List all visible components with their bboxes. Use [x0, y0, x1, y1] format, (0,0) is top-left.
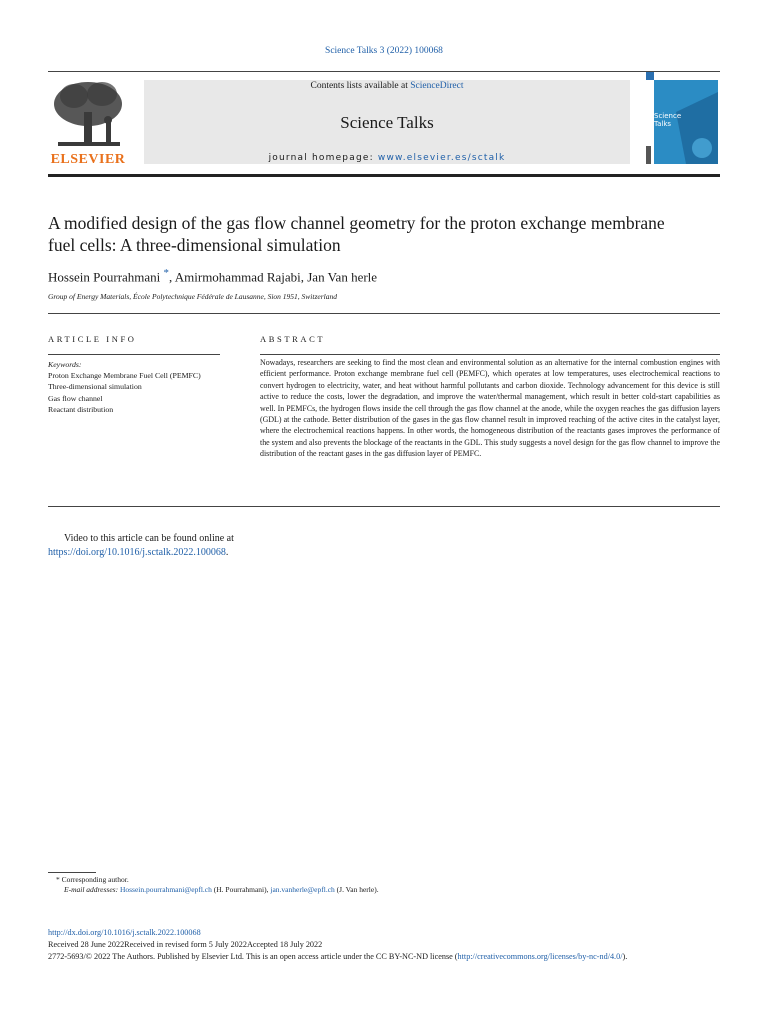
email-label: E-mail addresses:: [64, 885, 119, 894]
footnote-rule: [48, 872, 96, 873]
license-end: ).: [622, 952, 628, 961]
journal-reference[interactable]: Science Talks 3 (2022) 100068: [325, 46, 443, 56]
video-end: .: [225, 546, 229, 558]
keyword: Gas flow channel: [48, 393, 103, 403]
video-doi-link[interactable]: https://doi.org/10.1016/j.sctalk.2022.100068: [48, 546, 226, 558]
keywords-label: Keywords:: [48, 360, 82, 369]
homepage-prefix: journal homepage:: [268, 153, 378, 163]
keywords-block: [48, 359, 228, 415]
abstract-end-rule: [48, 506, 720, 507]
video-text: Video to this article can be found online at: [64, 533, 234, 544]
abstract-text: Nowadays, researchers are seeking to find the most clean and environmental solution as an alternative for the internal combustion engines with efficient performance. Proton exchange membrane fuel cell (PEMFC), which operates at low temperatures, uses electrochemical reactions to convert hydrogen to electricity, water, and heat without harmful pollutants and carbon dioxide. Technology advancement for this device is still active to reduce the costs, lower the degradation, and improve the water/thermal management, which result in better cold-start capabilities as well. In PEMFCs, the hydrogen flows inside the cell through the gas flow channel at the anode, while the oxygen reaches the gas diffusion layers (GDL) at the cathode. Better distribution of the gases in the gas flow channel result in improved reaching of the active cites in the catalyst layer, where the electrochemical reactions happens. In other words, the homogeneous distribution of the reactants gases improves the performance of the system and also prevents the blockage of the reactants in the GDL. This study suggests a novel design for the gas flow channel to improve the distribution of the reactant gases in the gas diffusion layer of PEMFC.: [260, 358, 720, 459]
journal-cover-image: [646, 72, 720, 164]
sciencedirect-link[interactable]: ScienceDirect: [410, 81, 464, 91]
abstract-heading: ABSTRACT: [260, 334, 326, 344]
cover-title: Science Talks: [654, 112, 682, 128]
homepage-link[interactable]: www.elsevier.es/sctalk: [377, 153, 506, 163]
email-link[interactable]: Hossein.pourrahmani@epfl.ch: [119, 885, 212, 894]
top-rule: [48, 71, 720, 72]
keyword: Reactant distribution: [48, 404, 114, 414]
email-link[interactable]: jan.vanherle@epfl.ch: [270, 885, 335, 894]
journal-name: Science Talks: [340, 113, 434, 132]
corresponding-author-mark[interactable]: *: [163, 267, 169, 279]
corresponding-footnote: [48, 875, 129, 886]
license-link[interactable]: http://creativecommons.org/licenses/by-nc-nd/4.0/: [457, 952, 623, 961]
article-info-heading: ARTICLE INFO: [48, 334, 137, 344]
received-dates: Received 28 June 2022Received in revised form 5 July 2022Accepted 18 July 2022: [48, 940, 323, 949]
author-name: Hossein Pourrahmani: [48, 269, 161, 285]
contents-line: [144, 81, 630, 91]
email-owner: (J. Van herle).: [334, 885, 379, 894]
keyword: Three-dimensional simulation: [48, 382, 142, 392]
license-text: 2772-5693/© 2022 The Authors. Published by Elsevier Ltd. This is an open access article under the CC BY-NC-ND license (: [48, 952, 458, 961]
section-rule: [48, 313, 720, 314]
header-thick-rule: [48, 174, 720, 177]
homepage-line: [144, 153, 630, 163]
author-names-rest: , Amirmohammad Rajabi, Jan Van herle: [168, 269, 378, 285]
email-footnote: [48, 885, 379, 896]
corresponding-text: Corresponding author.: [61, 875, 129, 884]
affiliation: Group of Energy Materials, École Polytechnique Fédérale de Lausanne, Sion 1951, Switzerland: [48, 292, 337, 301]
contents-prefix: Contents lists available at: [310, 81, 411, 91]
doi-link[interactable]: http://dx.doi.org/10.1016/j.sctalk.2022.100068: [48, 928, 201, 937]
article-title: A modified design of the gas flow channel geometry for the proton exchange membrane fuel cells: A three-dimensional simulation: [48, 213, 665, 255]
abstract-rule: [260, 354, 720, 355]
footnote-mark: *: [56, 875, 60, 884]
author-list: [48, 267, 377, 285]
keyword: Proton Exchange Membrane Fuel Cell (PEMFC): [48, 371, 201, 381]
video-note: [48, 532, 388, 559]
elsevier-wordmark: ELSEVIER: [50, 152, 126, 167]
article-info-rule: [48, 354, 220, 355]
license-line: [48, 951, 720, 963]
email-owner: (H. Pourrahmani),: [211, 885, 271, 894]
